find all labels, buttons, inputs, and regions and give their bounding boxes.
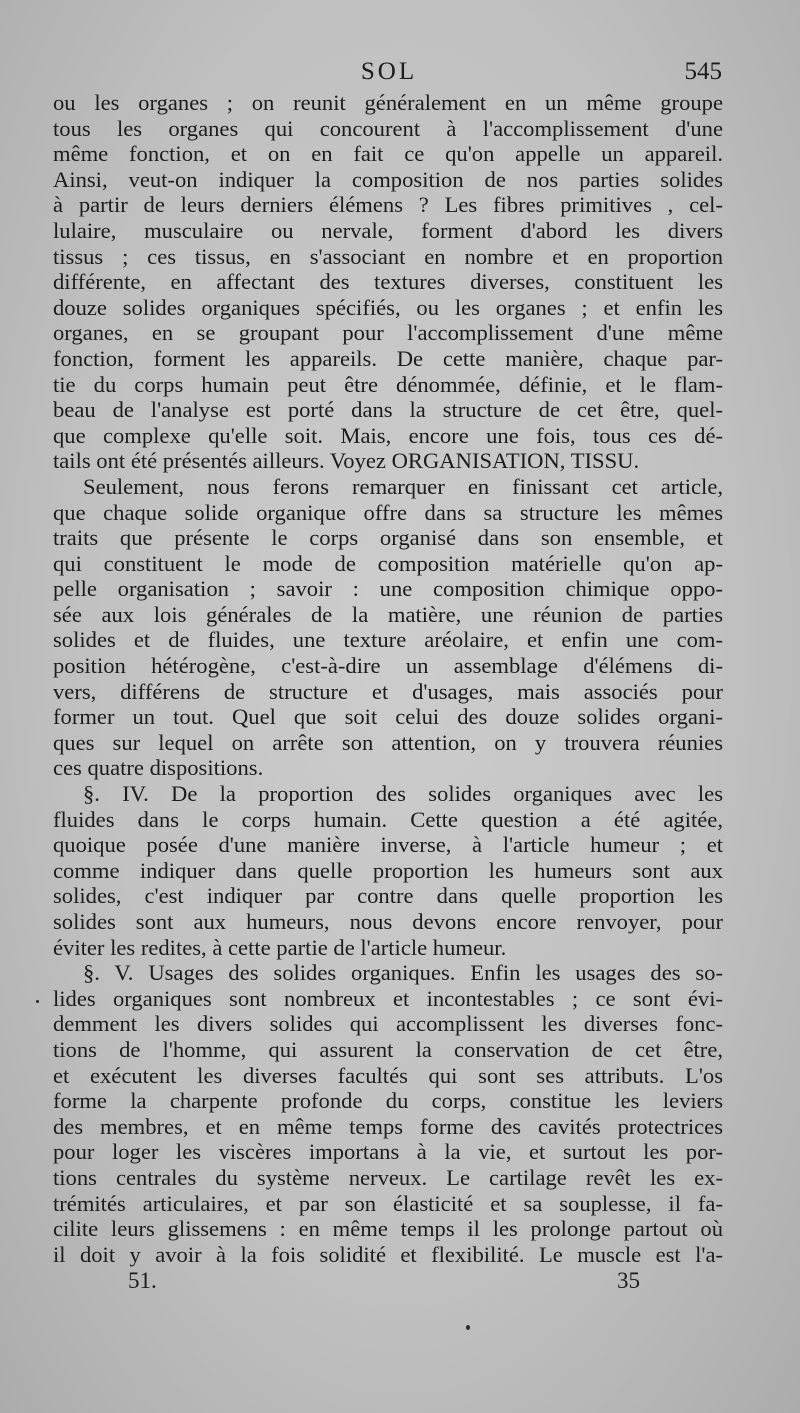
page-number: 545 (684, 58, 722, 85)
text-line: tails ont été présentés ailleurs. Voyez ORGANISATION, TISSU. (53, 448, 640, 474)
page-footer (128, 1268, 640, 1298)
text-line: forme la charpente profonde du corps, constitue les leviers (53, 1088, 723, 1114)
ink-speck (36, 1000, 39, 1003)
text-line: tous les organes qui concourent à l'accomplissement d'une (53, 115, 723, 141)
text-line: ces quatre dispositions. (53, 755, 264, 781)
text-line: organes, en se groupant pour l'accomplissement d'une même (53, 320, 723, 346)
text-line: tions centrales du système nerveux. Le cartilage revêt les ex- (53, 1164, 723, 1190)
text-line: vers, différens de structure et d'usages, mais associés pour (53, 678, 723, 704)
text-line: Seulement, nous ferons remarquer en finissant cet article, (83, 473, 723, 499)
text-line: il doit y avoir à la fois solidité et flexibilité. Le muscle est l'a- (53, 1241, 723, 1267)
text-line: que complexe qu'elle soit. Mais, encore une fois, tous ces dé- (53, 422, 723, 448)
text-line: douze solides organiques spécifiés, ou les organes ; et enfin les (53, 294, 723, 320)
text-line: solides, c'est indiquer par contre dans quelle proportion les (53, 883, 723, 909)
text-line: traits que présente le corps organisé dans son ensemble, et (53, 525, 723, 551)
text-line: comme indiquer dans quelle proportion les humeurs sont aux (53, 857, 723, 883)
text-line: tions de l'homme, qui assurent la conservation de cet être, (53, 1036, 723, 1062)
signature-mark: 51. (128, 1268, 157, 1293)
running-head: SOL (360, 58, 418, 85)
text-line: ou les organes ; on reunit généralement en un même groupe (53, 90, 723, 115)
text-line: position hétérogène, c'est-à-dire un assemblage d'élémens di- (53, 653, 723, 679)
text-line: qui constituent le mode de composition matérielle qu'on ap- (53, 550, 723, 576)
text-line: cilite leurs glissemens : en même temps il les prolonge partout où (53, 1216, 723, 1242)
section-heading-line: §. IV. De la proportion des solides organiques avec les (83, 781, 723, 807)
text-line: sée aux lois générales de la matière, une réunion de parties (53, 601, 723, 627)
text-line: Ainsi, veut-on indiquer la composition de nos parties solides (53, 166, 723, 192)
text-line: pelle organisation ; savoir : une composition chimique oppo- (53, 576, 723, 602)
text-line: pour loger les viscères importans à la vie, et surtout les por- (53, 1139, 723, 1165)
body-text (53, 90, 723, 1267)
text-line: des membres, et en même temps forme des cavités protectrices (53, 1113, 723, 1139)
text-line: lulaire, musculaire ou nervale, forment d'abord les divers (53, 217, 723, 243)
text-line: éviter les redites, à cette partie de l'article humeur. (53, 934, 507, 960)
text-line: et exécutent les diverses facultés qui sont ses attributs. L'os (53, 1062, 723, 1088)
text-line: à partir de leurs derniers élémens ? Les fibres primitives , cel- (53, 192, 723, 218)
text-line: fluides dans le corps humain. Cette question a été agitée, (53, 806, 723, 832)
page-header (56, 58, 722, 92)
text-line: même fonction, et on en fait ce qu'on appelle un appareil. (53, 141, 723, 167)
ink-speck (466, 1325, 470, 1330)
text-line: tissus ; ces tissus, en s'associant en nombre et en proportion (53, 243, 723, 269)
section-heading-line: §. V. Usages des solides organiques. Enfin les usages des so- (83, 960, 723, 986)
text-line: que chaque solide organique offre dans sa structure les mêmes (53, 499, 723, 525)
signature-mark: 35 (617, 1268, 640, 1293)
text-line: solides sont aux humeurs, nous devons encore renvoyer, pour (53, 909, 723, 934)
text-line: tie du corps humain peut être dénommée, définie, et le flam- (53, 371, 723, 397)
text-line: quoique posée d'une manière inverse, à l'article humeur ; et (53, 832, 723, 858)
text-line: lides organiques sont nombreux et incontestables ; ce sont évi- (53, 985, 723, 1011)
text-line: beau de l'analyse est porté dans la structure de cet être, quel- (53, 397, 723, 423)
text-line: ques sur lequel on arrête son attention, on y trouvera réunies (53, 729, 723, 755)
text-line: trémités articulaires, et par son élasticité et sa souplesse, il fa- (53, 1190, 723, 1216)
text-line: solides et de fluides, une texture aréolaire, et enfin une com- (53, 627, 723, 653)
text-line: différente, en affectant des textures diverses, constituent les (53, 269, 723, 295)
text-line: demment les divers solides qui accomplissent les diverses fonc- (53, 1011, 723, 1037)
text-line: fonction, forment les appareils. De cette manière, chaque par- (53, 345, 723, 371)
text-line: former un tout. Quel que soit celui des douze solides organi- (53, 704, 723, 730)
